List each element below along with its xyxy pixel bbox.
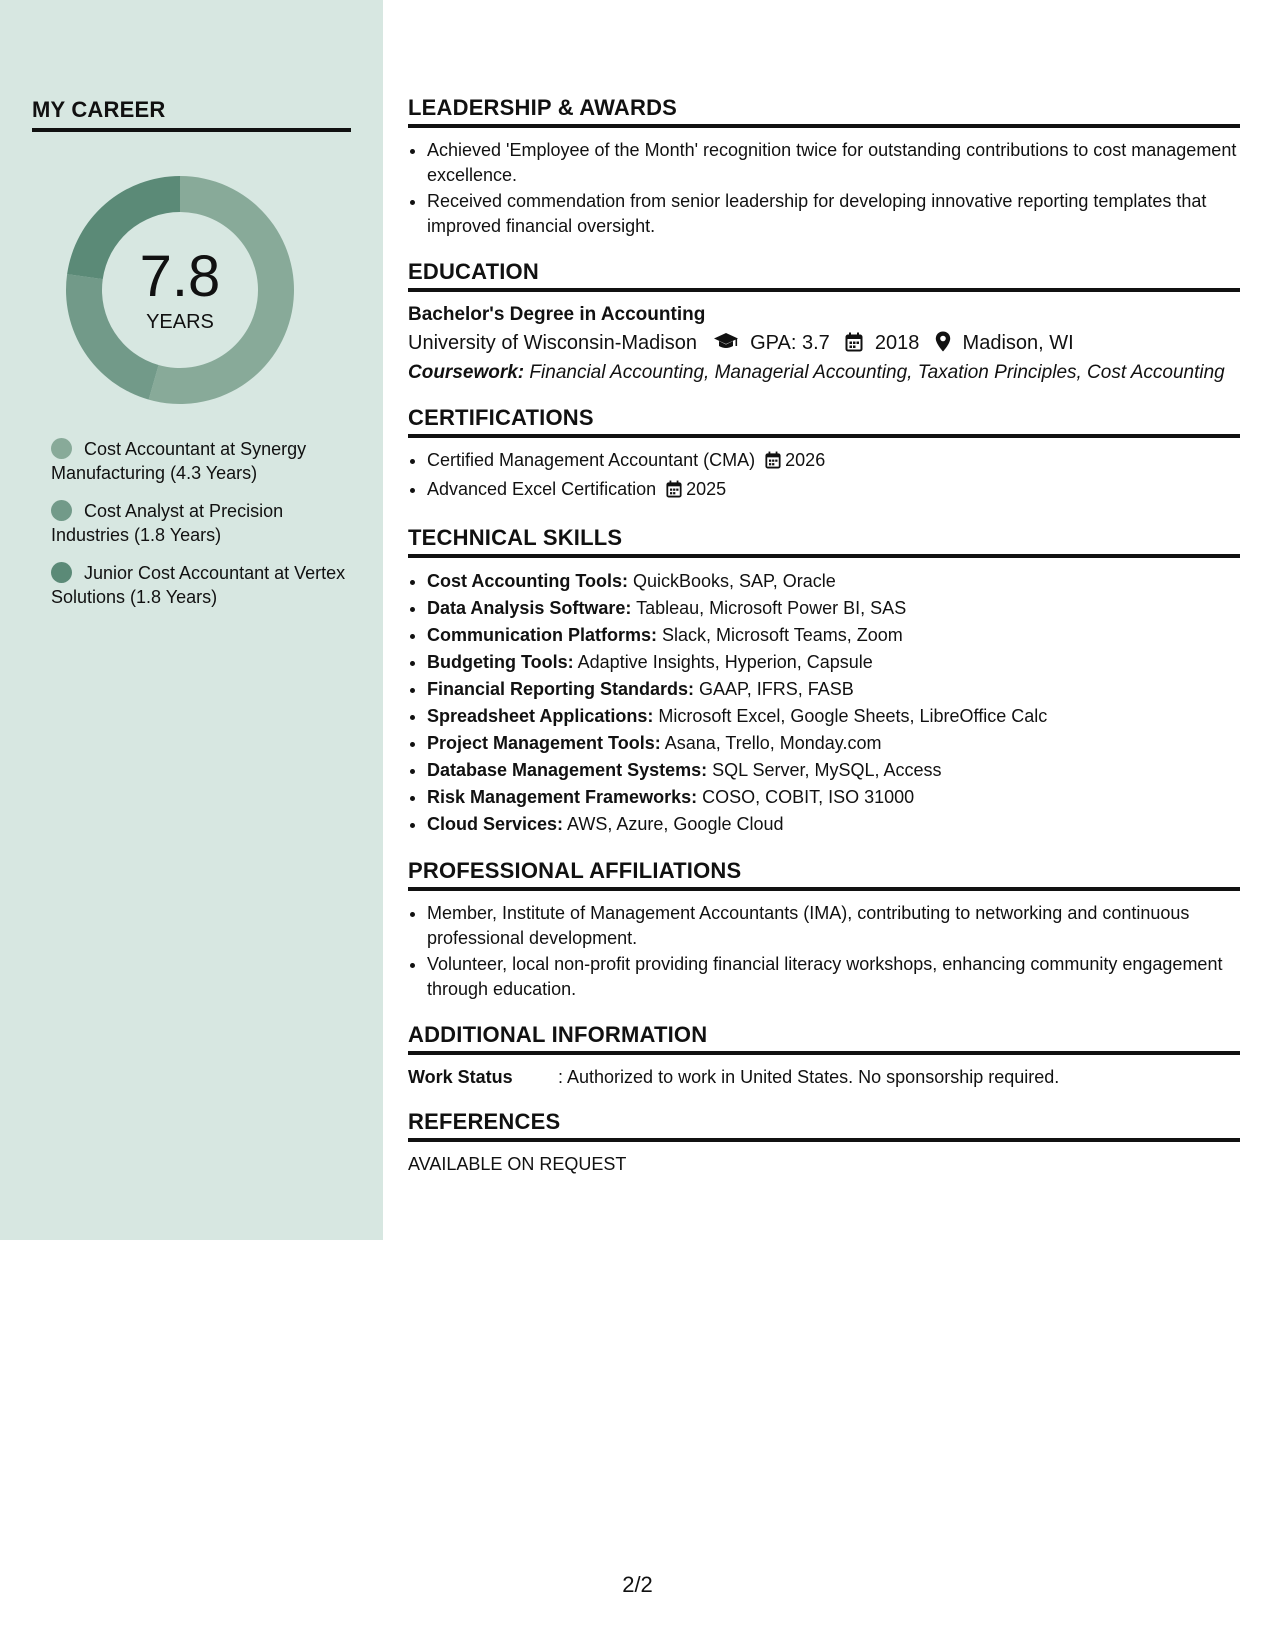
- list-item: • Volunteer, local non-profit providing financial literacy workshops, enhancing community engagement through education.: [427, 952, 1240, 1002]
- skill-value: COSO, COBIT, ISO 31000: [697, 787, 915, 807]
- skill-label: Database Management Systems:: [427, 760, 708, 780]
- legend-dot-icon: [51, 438, 72, 459]
- degree-name: Bachelor's Degree in Accounting: [408, 304, 706, 325]
- list-item: [427, 448, 1240, 476]
- career-item-label: Cost Accountant at Synergy Manufacturing (4.3 Years): [51, 439, 307, 483]
- graduation-year: 2018: [874, 332, 920, 354]
- list-item: [427, 730, 1240, 757]
- references-text: AVAILABLE ON REQUEST: [408, 1154, 627, 1174]
- skill-value: SQL Server, MySQL, Access: [707, 760, 942, 780]
- affiliations-section: [408, 858, 1240, 1002]
- skill-value: Adaptive Insights, Hyperion, Capsule: [573, 652, 873, 672]
- skill-label: Cloud Services:: [427, 814, 564, 834]
- education-details: [408, 328, 1240, 361]
- certification-name: Advanced Excel Certification: [427, 479, 657, 499]
- skill-label: Communication Platforms:: [427, 625, 658, 645]
- list-item: [427, 595, 1240, 622]
- list-item: [427, 477, 1240, 505]
- calendar-icon: [765, 451, 781, 476]
- education-section: [408, 259, 1240, 385]
- skill-value: Microsoft Excel, Google Sheets, LibreOffice Calc: [653, 706, 1048, 726]
- career-item-label: Cost Analyst at Precision Industries (1.8 Years): [51, 501, 284, 545]
- coursework-text: Financial Accounting, Managerial Accounting, Taxation Principles, Cost Accounting: [524, 362, 1225, 383]
- list-item: [427, 811, 1240, 838]
- school-name: University of Wisconsin-Madison: [408, 332, 697, 354]
- list-item: [427, 649, 1240, 676]
- leadership-section: [408, 95, 1240, 239]
- skill-value: GAAP, IFRS, FASB: [694, 679, 854, 699]
- skills-section: [408, 525, 1240, 838]
- school-location: Madison, WI: [962, 332, 1074, 354]
- work-status-value: : Authorized to work in United States. No sponsorship required.: [558, 1067, 1060, 1087]
- skill-label: Risk Management Frameworks:: [427, 787, 698, 807]
- section-title: LEADERSHIP & AWARDS: [408, 95, 1240, 128]
- location-pin-icon: [935, 331, 951, 361]
- total-years-unit: YEARS: [146, 311, 214, 333]
- list-item: [427, 757, 1240, 784]
- work-status-label: Work Status: [408, 1067, 513, 1087]
- skill-label: Data Analysis Software:: [427, 598, 632, 618]
- certification-name: Certified Management Accountant (CMA): [427, 450, 756, 470]
- certification-year: 2025: [686, 479, 727, 499]
- affiliations-list: [408, 901, 1240, 1002]
- career-item: [51, 561, 351, 609]
- references-section: [408, 1109, 1240, 1176]
- section-title: PROFESSIONAL AFFILIATIONS: [408, 858, 1240, 891]
- list-item: [427, 676, 1240, 703]
- career-legend: [51, 437, 351, 623]
- skill-label: Budgeting Tools:: [427, 652, 574, 672]
- career-sidebar: [0, 0, 383, 1240]
- total-years-value: 7.8: [139, 244, 221, 309]
- certification-year: 2026: [785, 450, 826, 470]
- main-content: [408, 95, 1240, 1196]
- section-title: ADDITIONAL INFORMATION: [408, 1022, 1240, 1055]
- certifications-section: [408, 405, 1240, 505]
- career-item: [51, 499, 351, 547]
- list-item: [427, 784, 1240, 811]
- section-title: EDUCATION: [408, 259, 1240, 292]
- career-donut-chart: [66, 176, 294, 404]
- skill-value: Asana, Trello, Monday.com: [660, 733, 882, 753]
- career-item-label: Junior Cost Accountant at Vertex Solutions (1.8 Years): [51, 563, 346, 607]
- calendar-icon: [666, 480, 682, 505]
- skill-value: AWS, Azure, Google Cloud: [563, 814, 784, 834]
- list-item: [427, 703, 1240, 730]
- gpa-text: GPA: 3.7: [750, 332, 830, 354]
- skill-label: Financial Reporting Standards:: [427, 679, 695, 699]
- page-number: 2/2: [622, 1572, 653, 1597]
- additional-info-section: [408, 1022, 1240, 1089]
- list-item: • Member, Institute of Management Accountants (IMA), contributing to networking and continuous professional development.: [427, 901, 1240, 951]
- coursework: [408, 361, 1240, 385]
- list-item: • Received commendation from senior leadership for developing innovative reporting templates that improved financial oversight.: [427, 189, 1240, 239]
- skill-value: Tableau, Microsoft Power BI, SAS: [631, 598, 907, 618]
- legend-dot-icon: [51, 500, 72, 521]
- coursework-label: Coursework:: [408, 362, 525, 383]
- certifications-list: [408, 448, 1240, 505]
- list-item: [427, 568, 1240, 595]
- graduation-cap-icon: [713, 331, 739, 361]
- calendar-icon: [845, 331, 863, 361]
- skill-label: Spreadsheet Applications:: [427, 706, 654, 726]
- section-title: TECHNICAL SKILLS: [408, 525, 1240, 558]
- skill-label: Project Management Tools:: [427, 733, 661, 753]
- skill-value: Slack, Microsoft Teams, Zoom: [657, 625, 903, 645]
- career-heading: MY CAREER: [32, 97, 351, 132]
- leadership-list: [408, 138, 1240, 239]
- skill-value: QuickBooks, SAP, Oracle: [627, 571, 836, 591]
- skill-label: Cost Accounting Tools:: [427, 571, 628, 591]
- skills-list: [408, 568, 1240, 838]
- section-title: CERTIFICATIONS: [408, 405, 1240, 438]
- list-item: [427, 622, 1240, 649]
- list-item: • Achieved 'Employee of the Month' recognition twice for outstanding contributions to cost management excellence.: [427, 138, 1240, 188]
- work-status-row: [408, 1065, 1240, 1089]
- career-item: [51, 437, 351, 485]
- legend-dot-icon: [51, 562, 72, 583]
- section-title: REFERENCES: [408, 1109, 1240, 1142]
